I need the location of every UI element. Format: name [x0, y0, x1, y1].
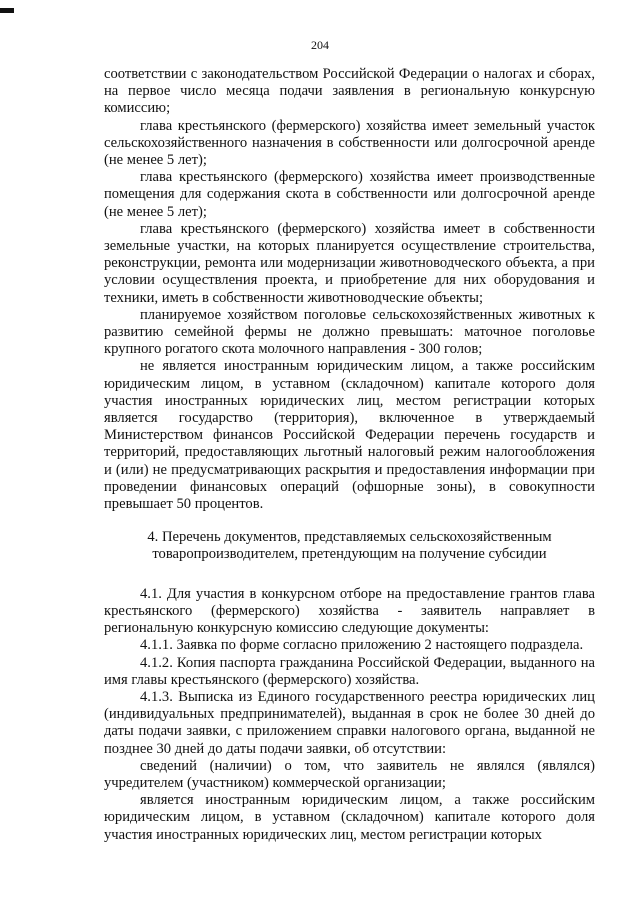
- paragraph: 4.1.3. Выписка из Единого государственного реестра юридических лиц (индивидуальных предпринимателей), выданная в срок не более 30 дней до даты подачи заявки, с приложением справки налогового органа, выданной не позднее 30 дней до даты подачи заявки, об отсутствии:: [104, 688, 595, 757]
- paragraph: является иностранным юридическим лицом, а также российским юридическим лицом, в уставном (складочном) капитале которого доля участия иностранных юридических лиц, местом регистрации которых: [104, 792, 595, 843]
- section-heading-line: товаропроизводителем, претендующим на получение субсидии: [152, 546, 547, 563]
- paragraph: 4.1.2. Копия паспорта гражданина Российской Федерации, выданного на имя главы крестьянского (фермерского) хозяйства.: [104, 654, 595, 688]
- section-heading-line: 4. Перечень документов, представляемых сельскохозяйственным: [147, 529, 552, 546]
- paragraph: соответствии с законодательством Российской Федерации о налогах и сборах, на первое число месяца подачи заявления в региональную конкурсную комиссию;: [104, 66, 595, 117]
- paragraph: сведений (наличии) о том, что заявитель не являлся (являлся) учредителем (участником) коммерческой организации;: [104, 757, 595, 791]
- section-heading: [104, 529, 595, 563]
- paragraph: глава крестьянского (фермерского) хозяйства имеет земельный участок сельскохозяйственного назначения в собственности или долгосрочной аренде (не менее 5 лет);: [104, 117, 595, 169]
- paragraph: 4.1. Для участия в конкурсном отборе на предоставление грантов глава крестьянского (фермерского) хозяйства - заявитель направляет в региональную конкурсную комиссию следующие документы:: [104, 585, 595, 637]
- paragraph: глава крестьянского (фермерского) хозяйства имеет в собственности земельные участки, на которых планируется осуществление строительства, реконструкции, ремонта или модернизации животноводческого объекта, а при условии осуществления проекта, и приобретение для них оборудования и техники, иметь в собственности животноводческие объекты;: [104, 220, 595, 306]
- paragraph: не является иностранным юридическим лицом, а также российским юридическим лицом, в уставном (складочном) капитале которого доля участия иностранных юридических лиц, местом регистрации которых является государство (территория), включенное в утверждаемый Министерством финансов Российской Федерации перечень государств и территорий, предоставляющих льготный налоговый режим налогообложения и (или) не предусматривающих раскрытия и предоставления информации при проведении финансовых операций (офшорные зоны), в совокупности превышает 50 процентов.: [104, 358, 595, 513]
- scan-edge-mark: [0, 8, 14, 13]
- paragraph: 4.1.1. Заявка по форме согласно приложению 2 настоящего подраздела.: [140, 637, 584, 654]
- document-body: [104, 66, 595, 844]
- page-number: 204: [311, 38, 329, 52]
- paragraph: глава крестьянского (фермерского) хозяйства имеет производственные помещения для содержания скота в собственности или долгосрочной аренде (не менее 5 лет);: [104, 169, 595, 220]
- paragraph: планируемое хозяйством поголовье сельскохозяйственных животных к развитию семейной фермы не должно превышать: маточное поголовье крупного рогатого скота молочного направления - 300 голов;: [104, 306, 595, 358]
